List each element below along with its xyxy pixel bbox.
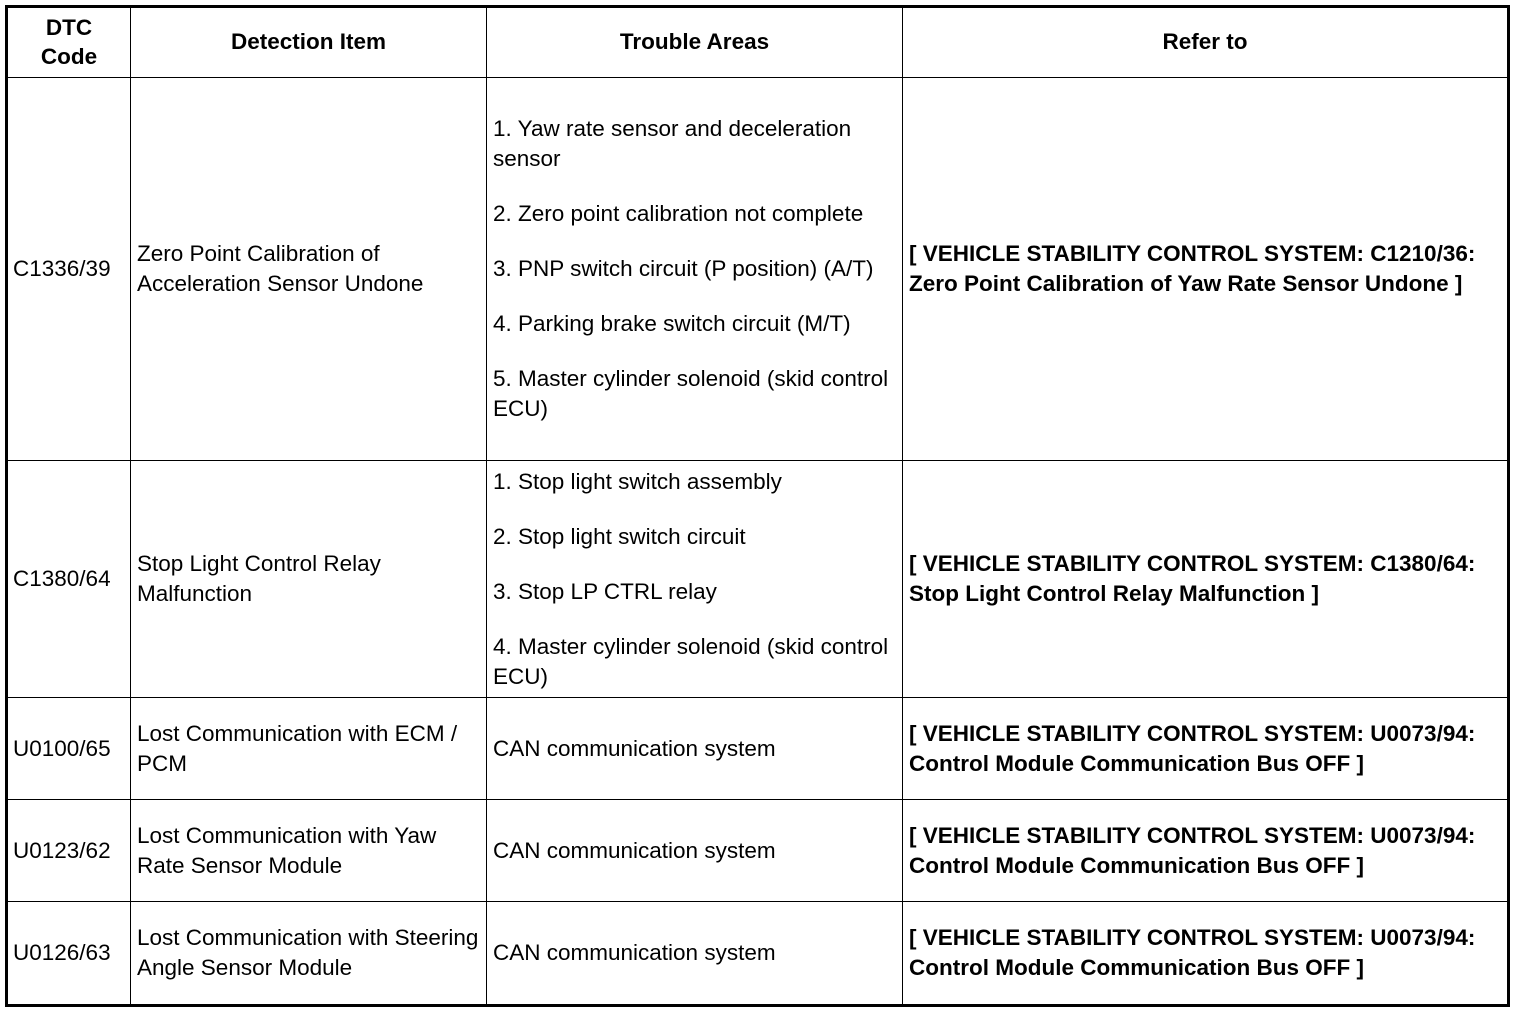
trouble-area-item: CAN communication system <box>493 940 776 965</box>
trouble-area-item: 3. Stop LP CTRL relay <box>493 578 717 604</box>
trouble-area-item: 2. Zero point calibration not complete <box>493 201 864 226</box>
header-detection-item: Detection Item <box>131 7 487 78</box>
detection-item-cell: Lost Communication with ECM / PCM <box>131 698 487 800</box>
refer-to-link[interactable]: [ VEHICLE STABILITY CONTROL SYSTEM: C1210/36: Zero Point Calibration of Yaw Rate Sensor Undone ] <box>903 78 1509 461</box>
trouble-areas-cell <box>487 800 903 902</box>
detection-item-cell: Lost Communication with Yaw Rate Sensor Module <box>131 800 487 902</box>
detection-item-cell: Lost Communication with Steering Angle Sensor Module <box>131 902 487 1006</box>
header-dtc-code-line1: DTC <box>45 14 93 40</box>
dtc-code-cell: C1336/39 <box>7 78 131 461</box>
detection-item-cell: Zero Point Calibration of Acceleration Sensor Undone <box>131 78 487 461</box>
table-row <box>7 461 1509 698</box>
dtc-code-cell: U0100/65 <box>7 698 131 800</box>
trouble-areas-cell <box>487 461 903 698</box>
trouble-area-item: 4. Master cylinder solenoid (skid control ECU) <box>493 633 889 689</box>
trouble-areas-cell <box>487 902 903 1006</box>
trouble-area-item: 4. Parking brake switch circuit (M/T) <box>493 311 851 336</box>
header-trouble-areas: Trouble Areas <box>487 7 903 78</box>
header-refer-to: Refer to <box>903 7 1509 78</box>
refer-to-link[interactable]: [ VEHICLE STABILITY CONTROL SYSTEM: C1380/64: Stop Light Control Relay Malfunction ] <box>903 461 1509 698</box>
trouble-areas-cell <box>487 698 903 800</box>
refer-to-link[interactable]: [ VEHICLE STABILITY CONTROL SYSTEM: U0073/94: Control Module Communication Bus OFF ] <box>903 902 1509 1006</box>
dtc-table <box>5 5 1510 1007</box>
trouble-area-item: 3. PNP switch circuit (P position) (A/T) <box>493 256 874 281</box>
trouble-area-item: 1. Stop light switch assembly <box>493 468 782 494</box>
header-dtc-code <box>7 7 131 78</box>
table-header-row <box>7 7 1509 78</box>
table-row <box>7 800 1509 902</box>
table-row <box>7 78 1509 461</box>
trouble-area-item: CAN communication system <box>493 837 776 863</box>
dtc-code-cell: C1380/64 <box>7 461 131 698</box>
trouble-area-item: CAN communication system <box>493 735 776 761</box>
trouble-area-item: 2. Stop light switch circuit <box>493 523 746 549</box>
detection-item-cell: Stop Light Control Relay Malfunction <box>131 461 487 698</box>
table-row <box>7 902 1509 1006</box>
dtc-code-cell: U0123/62 <box>7 800 131 902</box>
refer-to-link[interactable]: [ VEHICLE STABILITY CONTROL SYSTEM: U0073/94: Control Module Communication Bus OFF ] <box>903 800 1509 902</box>
trouble-area-item: 5. Master cylinder solenoid (skid control ECU) <box>493 366 889 421</box>
trouble-area-item: 1. Yaw rate sensor and deceleration sensor <box>493 116 852 171</box>
dtc-code-cell: U0126/63 <box>7 902 131 1006</box>
header-dtc-code-line2: Code <box>40 43 98 69</box>
refer-to-link[interactable]: [ VEHICLE STABILITY CONTROL SYSTEM: U0073/94: Control Module Communication Bus OFF ] <box>903 698 1509 800</box>
trouble-areas-cell <box>487 78 903 461</box>
table-row <box>7 698 1509 800</box>
